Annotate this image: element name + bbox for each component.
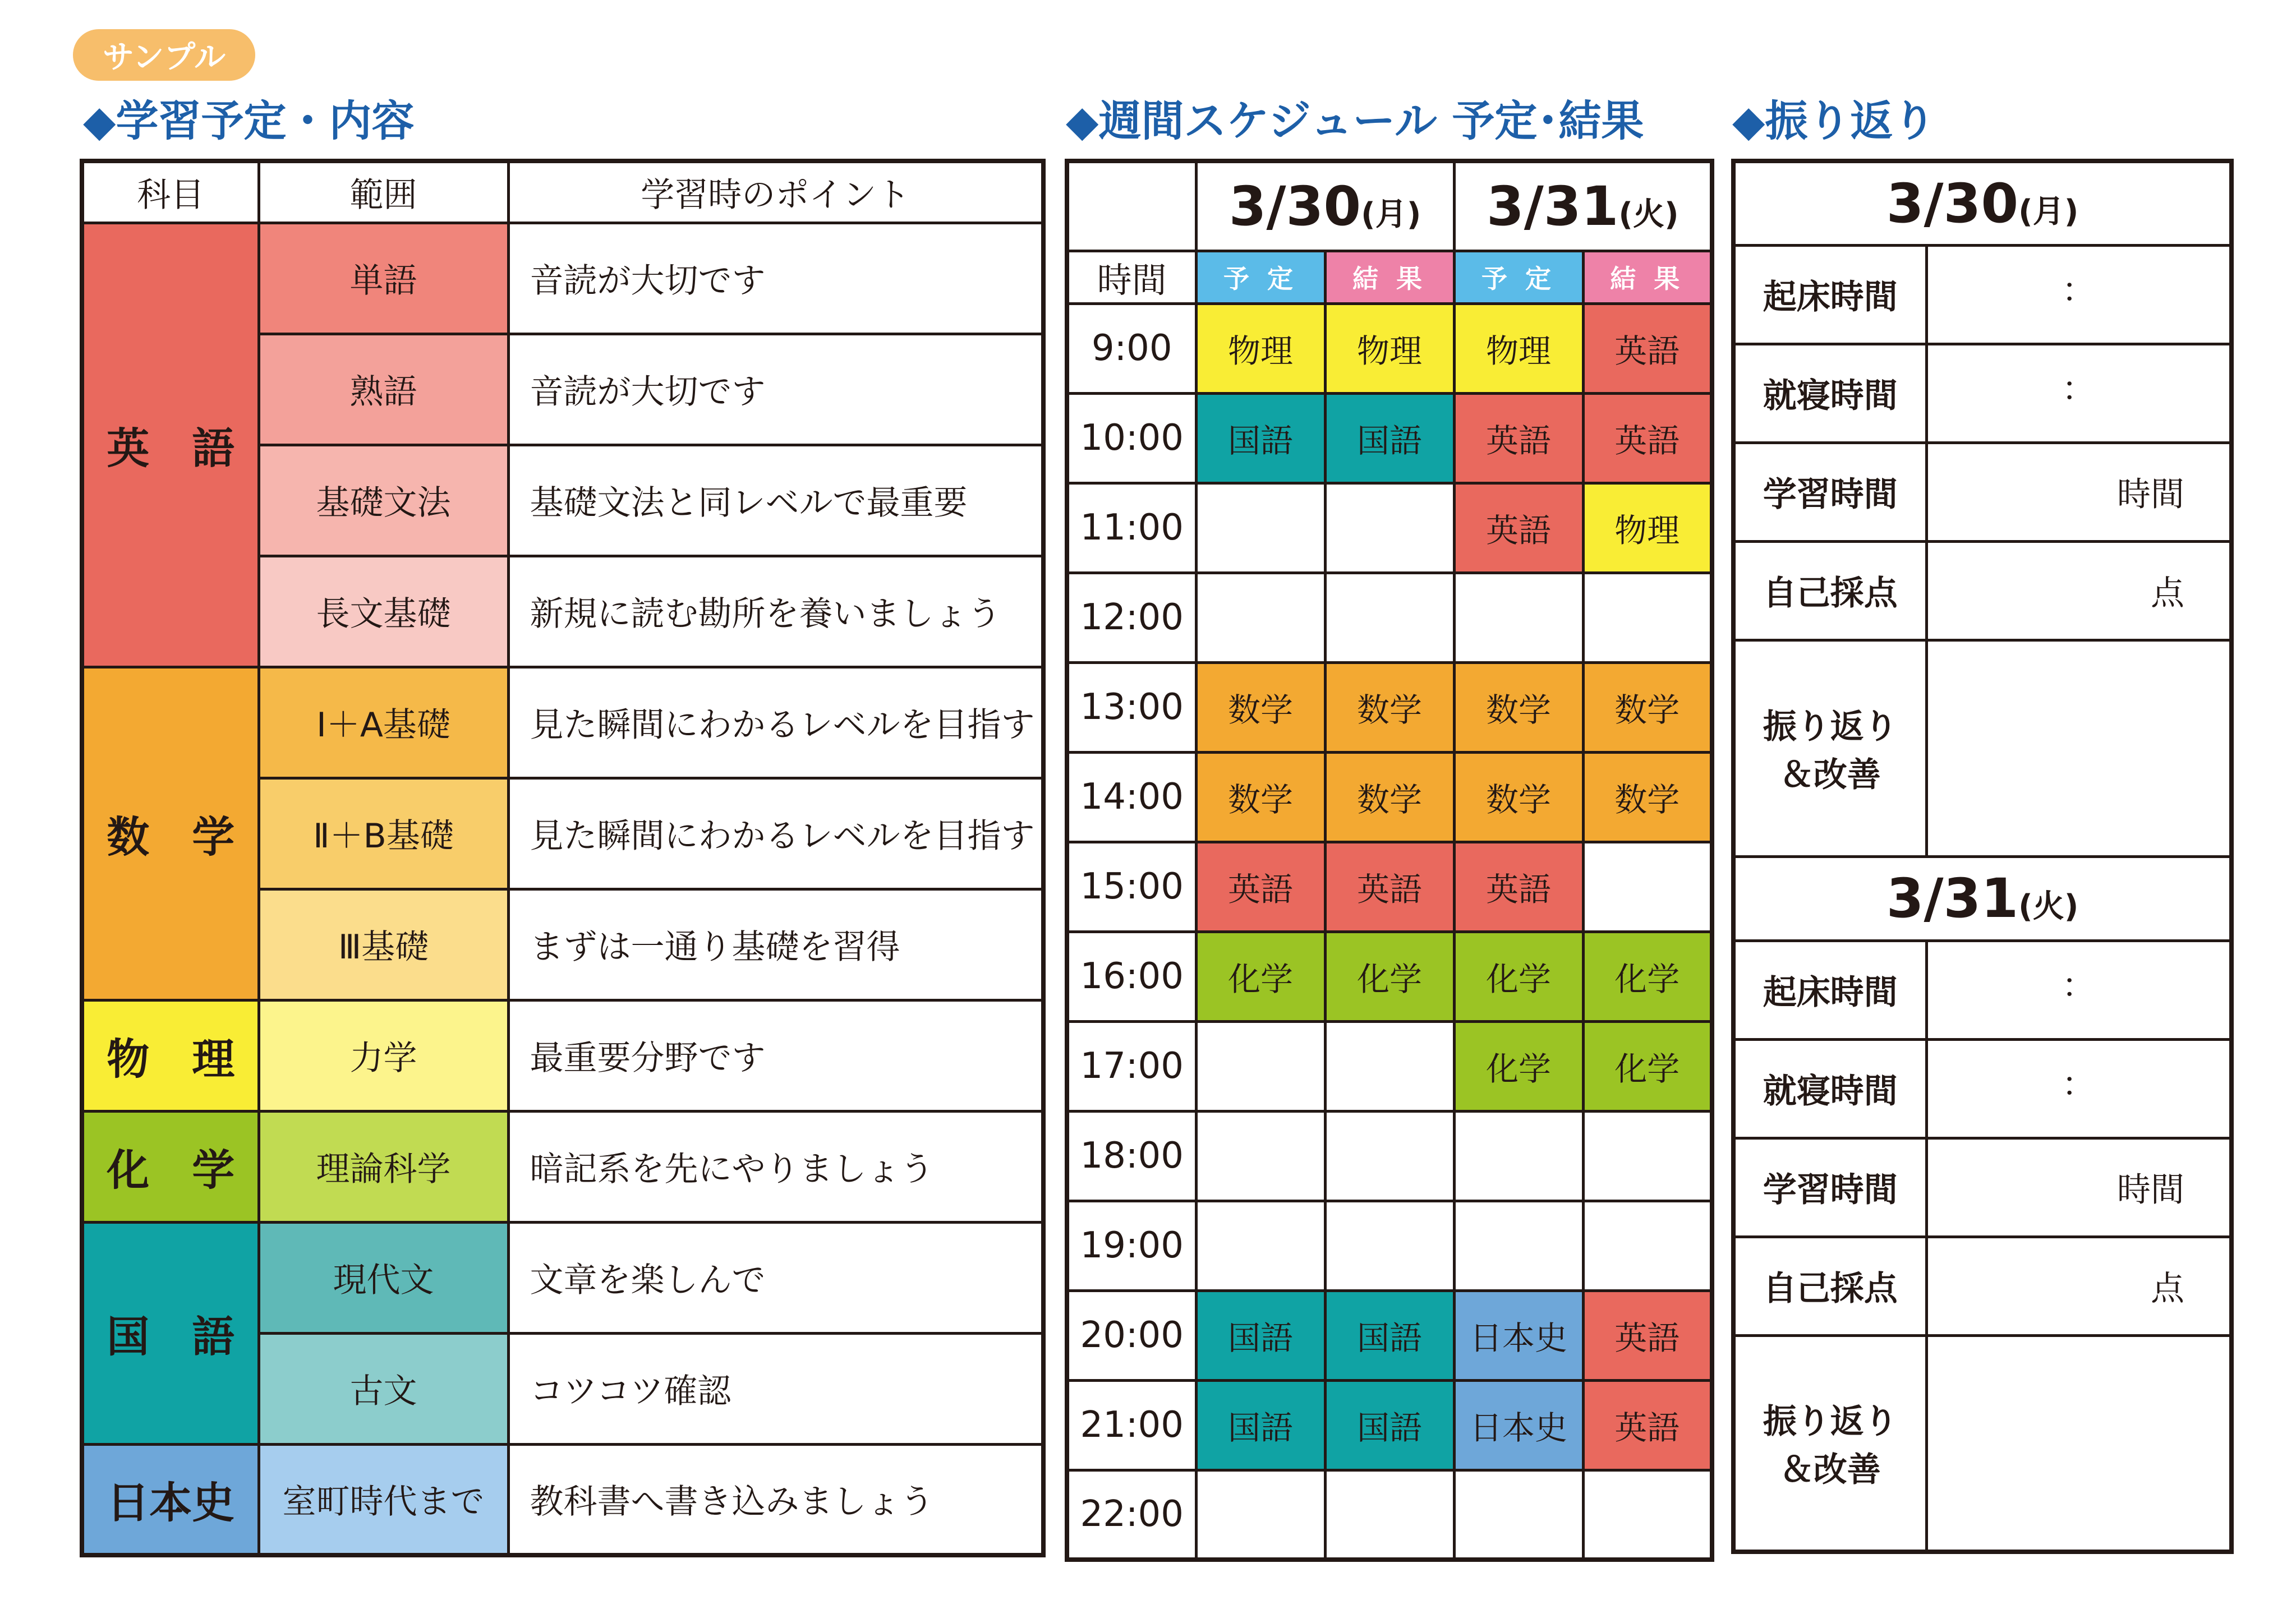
header-range: 範囲 (259, 161, 508, 223)
time-cell: 18:00 (1067, 1111, 1196, 1201)
schedule-cell[interactable]: 化学 (1583, 1021, 1712, 1111)
time-cell: 11:00 (1067, 483, 1196, 573)
schedule-cell[interactable]: 化学 (1454, 932, 1583, 1021)
schedule-cell[interactable]: 化学 (1196, 932, 1325, 1021)
range-cell: 基礎文法 (259, 445, 508, 556)
result-label: 結 果 (1583, 251, 1712, 303)
reflection-label: 振り返り ＆改善 (1733, 640, 1926, 856)
sample-badge: サンプル (73, 29, 255, 81)
schedule-cell[interactable]: 物理 (1454, 303, 1583, 393)
review-row (1733, 541, 2231, 640)
range-cell: 熟語 (259, 334, 508, 445)
range-cell: 古文 (259, 1333, 508, 1444)
point-cell: 見た瞬間にわかるレベルを目指す (508, 667, 1043, 778)
schedule-cell[interactable]: 数学 (1454, 662, 1583, 752)
range-cell: Ⅱ＋B基礎 (259, 778, 508, 889)
schedule-row (1067, 1201, 1712, 1290)
schedule-cell[interactable] (1196, 1201, 1325, 1290)
schedule-cell[interactable]: 英語 (1454, 393, 1583, 483)
label-row (1067, 251, 1712, 303)
point-cell: 暗記系を先にやりましょう (508, 1111, 1043, 1222)
review-row (1733, 344, 2231, 442)
schedule-row (1067, 1470, 1712, 1560)
range-cell: 力学 (259, 1000, 508, 1111)
schedule-row (1067, 842, 1712, 932)
corner-cell (1067, 161, 1196, 251)
plan-row (82, 223, 1043, 334)
schedule-row (1067, 573, 1712, 662)
day-header-1: 3/31(火) (1454, 161, 1712, 251)
time-header: 時間 (1067, 251, 1196, 303)
section-title-review: ◆振り返り (1732, 96, 1936, 146)
wake-time-field[interactable]: ： (1926, 245, 2231, 344)
time-cell: 9:00 (1067, 303, 1196, 393)
result-label: 結 果 (1325, 251, 1454, 303)
schedule-cell[interactable]: 英語 (1583, 303, 1712, 393)
subject-name: 化 学 (107, 1145, 235, 1195)
point-cell: コツコツ確認 (508, 1333, 1043, 1444)
schedule-cell[interactable] (1325, 483, 1454, 573)
time-cell: 13:00 (1067, 662, 1196, 752)
schedule-row (1067, 752, 1712, 842)
schedule-cell[interactable] (1583, 842, 1712, 932)
range-cell: 室町時代まで (259, 1444, 508, 1555)
schedule-row (1067, 1380, 1712, 1470)
point-cell: 最重要分野です (508, 1000, 1043, 1111)
plan-row (82, 667, 1043, 778)
schedule-cell[interactable]: 英語 (1583, 1290, 1712, 1380)
schedule-cell[interactable] (1325, 1111, 1454, 1201)
schedule-cell[interactable]: 数学 (1325, 752, 1454, 842)
schedule-row (1067, 1290, 1712, 1380)
time-cell: 15:00 (1067, 842, 1196, 932)
subject-cell (82, 223, 259, 667)
schedule-cell[interactable] (1583, 1201, 1712, 1290)
time-cell: 21:00 (1067, 1380, 1196, 1470)
schedule-cell[interactable]: 数学 (1196, 662, 1325, 752)
study-time-label: 学習時間 (1733, 1138, 1926, 1237)
subject-cell (82, 1111, 259, 1222)
subject-cell (82, 667, 259, 1000)
schedule-cell[interactable]: 国語 (1325, 1380, 1454, 1470)
subject-cell (82, 1222, 259, 1444)
time-cell: 20:00 (1067, 1290, 1196, 1380)
time-cell: 17:00 (1067, 1021, 1196, 1111)
subject-cell (82, 1444, 259, 1555)
schedule-cell[interactable]: 物理 (1583, 483, 1712, 573)
schedule-row (1067, 303, 1712, 393)
time-cell: 12:00 (1067, 573, 1196, 662)
point-cell: 見た瞬間にわかるレベルを目指す (508, 778, 1043, 889)
point-cell: 文章を楽しんで (508, 1222, 1043, 1333)
schedule-cell[interactable]: 数学 (1196, 752, 1325, 842)
plan-label: 予 定 (1454, 251, 1583, 303)
point-cell: 新規に読む勘所を養いましょう (508, 556, 1043, 667)
time-cell: 16:00 (1067, 932, 1196, 1021)
sleep-time-label: 就寝時間 (1733, 1039, 1926, 1138)
review-row (1733, 940, 2231, 1039)
time-cell: 22:00 (1067, 1470, 1196, 1560)
schedule-cell[interactable] (1196, 1111, 1325, 1201)
schedule-cell[interactable]: 数学 (1583, 752, 1712, 842)
schedule-cell[interactable]: 英語 (1583, 1380, 1712, 1470)
subject-name: 国 語 (107, 1311, 235, 1362)
self-score-field[interactable]: 点 (1926, 1237, 2231, 1335)
schedule-cell[interactable] (1454, 573, 1583, 662)
schedule-cell[interactable] (1196, 1470, 1325, 1560)
schedule-cell[interactable]: 化学 (1583, 932, 1712, 1021)
range-cell: 現代文 (259, 1222, 508, 1333)
self-score-label: 自己採点 (1733, 1237, 1926, 1335)
review-row (1733, 1237, 2231, 1335)
reflection-field[interactable] (1926, 640, 2231, 856)
review-row (1733, 1138, 2231, 1237)
schedule-cell[interactable] (1196, 483, 1325, 573)
subject-cell (82, 1000, 259, 1111)
schedule-cell[interactable]: 化学 (1454, 1021, 1583, 1111)
sleep-time-field[interactable]: ： (1926, 1039, 2231, 1138)
schedule-row (1067, 1111, 1712, 1201)
schedule-cell[interactable] (1325, 1021, 1454, 1111)
review-row (1733, 1039, 2231, 1138)
header-point: 学習時のポイント (508, 161, 1043, 223)
header-subject: 科目 (82, 161, 259, 223)
schedule-cell[interactable]: 国語 (1196, 1380, 1325, 1470)
point-cell: 音読が大切です (508, 334, 1043, 445)
review-row (1733, 1335, 2231, 1552)
review-table (1731, 159, 2234, 1554)
review-row (1733, 245, 2231, 344)
schedule-cell[interactable]: 国語 (1325, 1290, 1454, 1380)
point-cell: 教科書へ書き込みましょう (508, 1444, 1043, 1555)
schedule-row (1067, 393, 1712, 483)
plan-row (82, 1444, 1043, 1555)
time-cell: 10:00 (1067, 393, 1196, 483)
range-cell: 長文基礎 (259, 556, 508, 667)
plan-label: 予 定 (1196, 251, 1325, 303)
self-score-label: 自己採点 (1733, 541, 1926, 640)
time-cell: 14:00 (1067, 752, 1196, 842)
schedule-row (1067, 932, 1712, 1021)
schedule-cell[interactable]: 英語 (1454, 483, 1583, 573)
schedule-cell[interactable]: 化学 (1325, 932, 1454, 1021)
study-time-field[interactable]: 時間 (1926, 1138, 2231, 1237)
plan-row (82, 1222, 1043, 1333)
subject-name: 数 学 (107, 811, 235, 862)
wake-time-label: 起床時間 (1733, 245, 1926, 344)
schedule-cell[interactable]: 国語 (1196, 1290, 1325, 1380)
range-cell: 理論科学 (259, 1111, 508, 1222)
range-cell: Ⅲ基礎 (259, 889, 508, 1000)
date-header-row (1067, 161, 1712, 251)
weekly-schedule-table (1065, 159, 1714, 1562)
study-plan-table (80, 159, 1046, 1557)
sleep-time-field[interactable]: ： (1926, 344, 2231, 442)
schedule-cell[interactable] (1454, 1470, 1583, 1560)
schedule-cell[interactable]: 国語 (1325, 393, 1454, 483)
wake-time-field[interactable]: ： (1926, 940, 2231, 1039)
time-cell: 19:00 (1067, 1201, 1196, 1290)
schedule-cell[interactable]: 数学 (1583, 662, 1712, 752)
schedule-cell[interactable] (1196, 573, 1325, 662)
schedule-cell[interactable]: 英語 (1454, 842, 1583, 932)
section-title-plan: ◆学習予定・内容 (83, 96, 415, 146)
point-cell: まずは一通り基礎を習得 (508, 889, 1043, 1000)
schedule-cell[interactable] (1325, 573, 1454, 662)
schedule-cell[interactable] (1196, 1021, 1325, 1111)
section-title-weekly: ◆週間スケジュール 予定･結果 (1066, 96, 1644, 146)
study-time-label: 学習時間 (1733, 442, 1926, 541)
study-time-field[interactable]: 時間 (1926, 442, 2231, 541)
review-day-header: 3/30(月) (1733, 161, 2231, 245)
self-score-field[interactable]: 点 (1926, 541, 2231, 640)
review-row (1733, 640, 2231, 856)
schedule-cell[interactable] (1454, 1111, 1583, 1201)
review-day-row (1733, 161, 2231, 245)
schedule-cell[interactable]: 日本史 (1454, 1380, 1583, 1470)
day-header-0: 3/30(月) (1196, 161, 1454, 251)
review-day-row (1733, 856, 2231, 940)
schedule-cell[interactable]: 英語 (1325, 842, 1454, 932)
schedule-cell[interactable] (1583, 1111, 1712, 1201)
reflection-label: 振り返り ＆改善 (1733, 1335, 1926, 1552)
schedule-cell[interactable]: 物理 (1325, 303, 1454, 393)
plan-row (82, 1000, 1043, 1111)
range-cell: 単語 (259, 223, 508, 334)
schedule-cell[interactable]: 数学 (1325, 662, 1454, 752)
review-day-header: 3/31(火) (1733, 856, 2231, 940)
subject-name: 日本史 (107, 1477, 235, 1528)
schedule-cell[interactable] (1583, 573, 1712, 662)
schedule-cell[interactable]: 国語 (1196, 393, 1325, 483)
schedule-cell[interactable] (1325, 1470, 1454, 1560)
wake-time-label: 起床時間 (1733, 940, 1926, 1039)
point-cell: 音読が大切です (508, 223, 1043, 334)
schedule-cell[interactable]: 英語 (1196, 842, 1325, 932)
schedule-cell[interactable]: 数学 (1454, 752, 1583, 842)
schedule-cell[interactable]: 日本史 (1454, 1290, 1583, 1380)
review-row (1733, 442, 2231, 541)
schedule-cell[interactable]: 物理 (1196, 303, 1325, 393)
schedule-cell[interactable] (1454, 1201, 1583, 1290)
subject-name: 英 語 (107, 423, 235, 473)
schedule-cell[interactable] (1325, 1201, 1454, 1290)
point-cell: 基礎文法と同レベルで最重要 (508, 445, 1043, 556)
schedule-row (1067, 483, 1712, 573)
range-cell: Ⅰ＋A基礎 (259, 667, 508, 778)
sleep-time-label: 就寝時間 (1733, 344, 1926, 442)
plan-row (82, 1111, 1043, 1222)
plan-header-row (82, 161, 1043, 223)
schedule-cell[interactable]: 英語 (1583, 393, 1712, 483)
reflection-field[interactable] (1926, 1335, 2231, 1552)
subject-name: 物 理 (107, 1034, 235, 1084)
schedule-row (1067, 1021, 1712, 1111)
schedule-cell[interactable] (1583, 1470, 1712, 1560)
schedule-row (1067, 662, 1712, 752)
